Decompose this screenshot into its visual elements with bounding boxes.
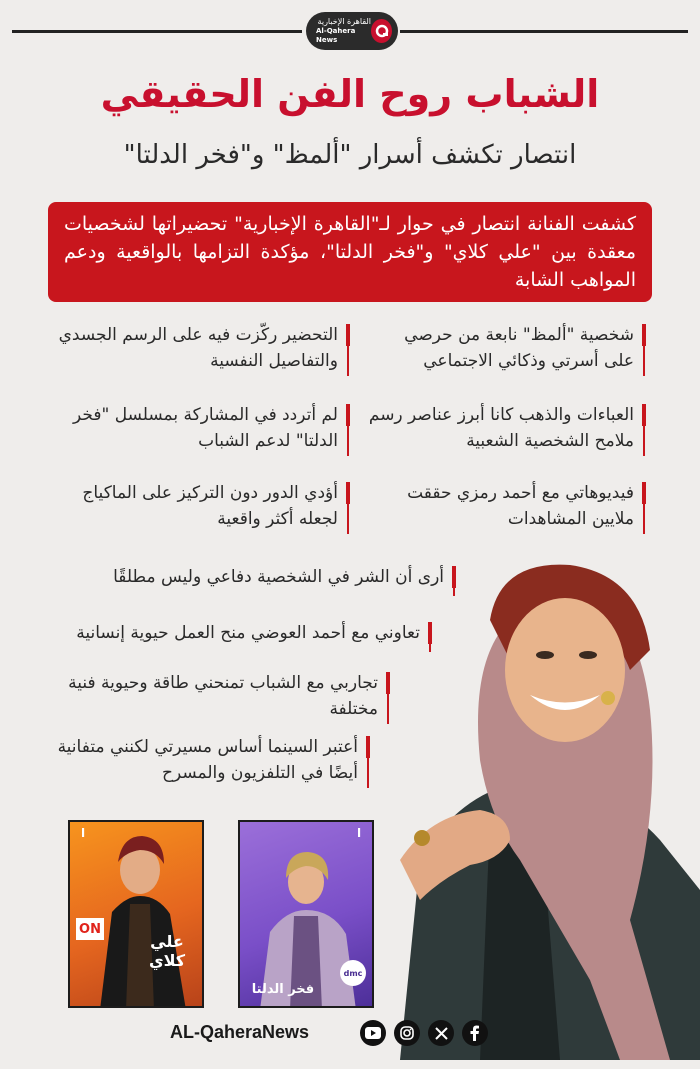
intro-box: [48, 202, 652, 302]
poster-fakhr-el-delta: [238, 820, 374, 1008]
point-text: العباءات والذهب كانا أبرز عناصر رسم ملامح الشخصية الشعبية: [368, 405, 634, 451]
poster-left-title: علي كلاي: [148, 932, 186, 970]
point-text: أؤدي الدور دون التركيز على الماكياج لجعله أكثر واقعية: [82, 483, 338, 529]
point-marker-tail: [347, 426, 349, 456]
poster-ali-clay: [68, 820, 204, 1008]
point-marker: [642, 404, 646, 426]
point-text: لم أتردد في المشاركة بمسلسل "فخر الدلتا" لدعم الشباب: [73, 405, 338, 451]
point-item: [40, 670, 390, 722]
poster-right-title: فخر الدلتا: [251, 982, 315, 997]
facebook-icon[interactable]: [462, 1020, 488, 1046]
sub-title: انتصار تكشف أسرار "ألمظ" و"فخر الدلتا": [123, 140, 577, 170]
point-marker-tail: [347, 346, 349, 376]
point-text: شخصية "ألمظ" نابعة من حرصي على أسرتي وذكائي الاجتماعي: [404, 325, 634, 371]
header-divider-left: [12, 30, 302, 33]
point-text: فيديوهاتي مع أحمد رمزي حققت ملايين المشاهدات: [407, 483, 634, 529]
header-divider-right: [400, 30, 688, 33]
point-item: [50, 322, 350, 374]
x-icon[interactable]: [428, 1020, 454, 1046]
channel-logo: [306, 12, 398, 50]
point-marker-tail: [643, 426, 645, 456]
point-marker: [346, 482, 350, 504]
main-title: الشباب روح الفن الحقيقي: [100, 72, 600, 116]
point-marker: [642, 482, 646, 504]
point-marker: [346, 404, 350, 426]
point-text: التحضير ركّزت فيه على الرسم الجسدي والتفاصيل النفسية: [58, 325, 338, 371]
point-item: [370, 322, 646, 374]
point-marker-tail: [643, 346, 645, 376]
logo-english: Al-Qahera News: [316, 27, 356, 44]
point-marker: [642, 324, 646, 346]
dmc-channel-logo: dmc: [340, 960, 366, 986]
point-marker: [346, 324, 350, 346]
point-text: تجاربي مع الشباب تمنحني طاقة وحيوية فنية مختلفة: [68, 673, 378, 719]
poster-right-network-mark: ا: [356, 826, 362, 840]
point-text: أعتبر السينما أساس مسيرتي لكنني متفانية أيضًا في التلفزيون والمسرح: [57, 737, 358, 783]
point-item: [366, 480, 646, 532]
point-marker-tail: [643, 504, 645, 534]
point-item: [366, 402, 646, 454]
footer-brand: AL-QaheraNews: [170, 1022, 310, 1042]
poster-left-figure: [70, 822, 204, 1008]
point-text: تعاوني مع أحمد العوضي منح العمل حيوية إنسانية: [76, 623, 420, 643]
actress-illustration: [360, 560, 700, 1060]
poster-left-network-mark: ا: [80, 826, 86, 840]
logo-mark-icon: [371, 19, 392, 43]
point-text: أرى أن الشر في الشخصية دفاعي وليس مطلقًا: [113, 567, 444, 587]
point-item: [50, 402, 350, 454]
point-item: [50, 480, 350, 532]
point-item: [40, 734, 370, 786]
youtube-icon[interactable]: [360, 1020, 386, 1046]
logo-arabic: القاهرة الإخبارية: [317, 17, 372, 26]
intro-text: كشفت الفنانة انتصار في حوار لـ"القاهرة الإخبارية" تحضيراتها لشخصيات معقدة بين "علي كلاي" و"فخر الدلتا"، مؤكدة التزامها بالواقعية ودعم المواهب الشابة: [64, 213, 636, 291]
instagram-icon[interactable]: [394, 1020, 420, 1046]
logo-text: [316, 17, 371, 45]
on-channel-logo: ON: [76, 918, 104, 940]
point-marker-tail: [347, 504, 349, 534]
actress-photo: [360, 560, 700, 1060]
